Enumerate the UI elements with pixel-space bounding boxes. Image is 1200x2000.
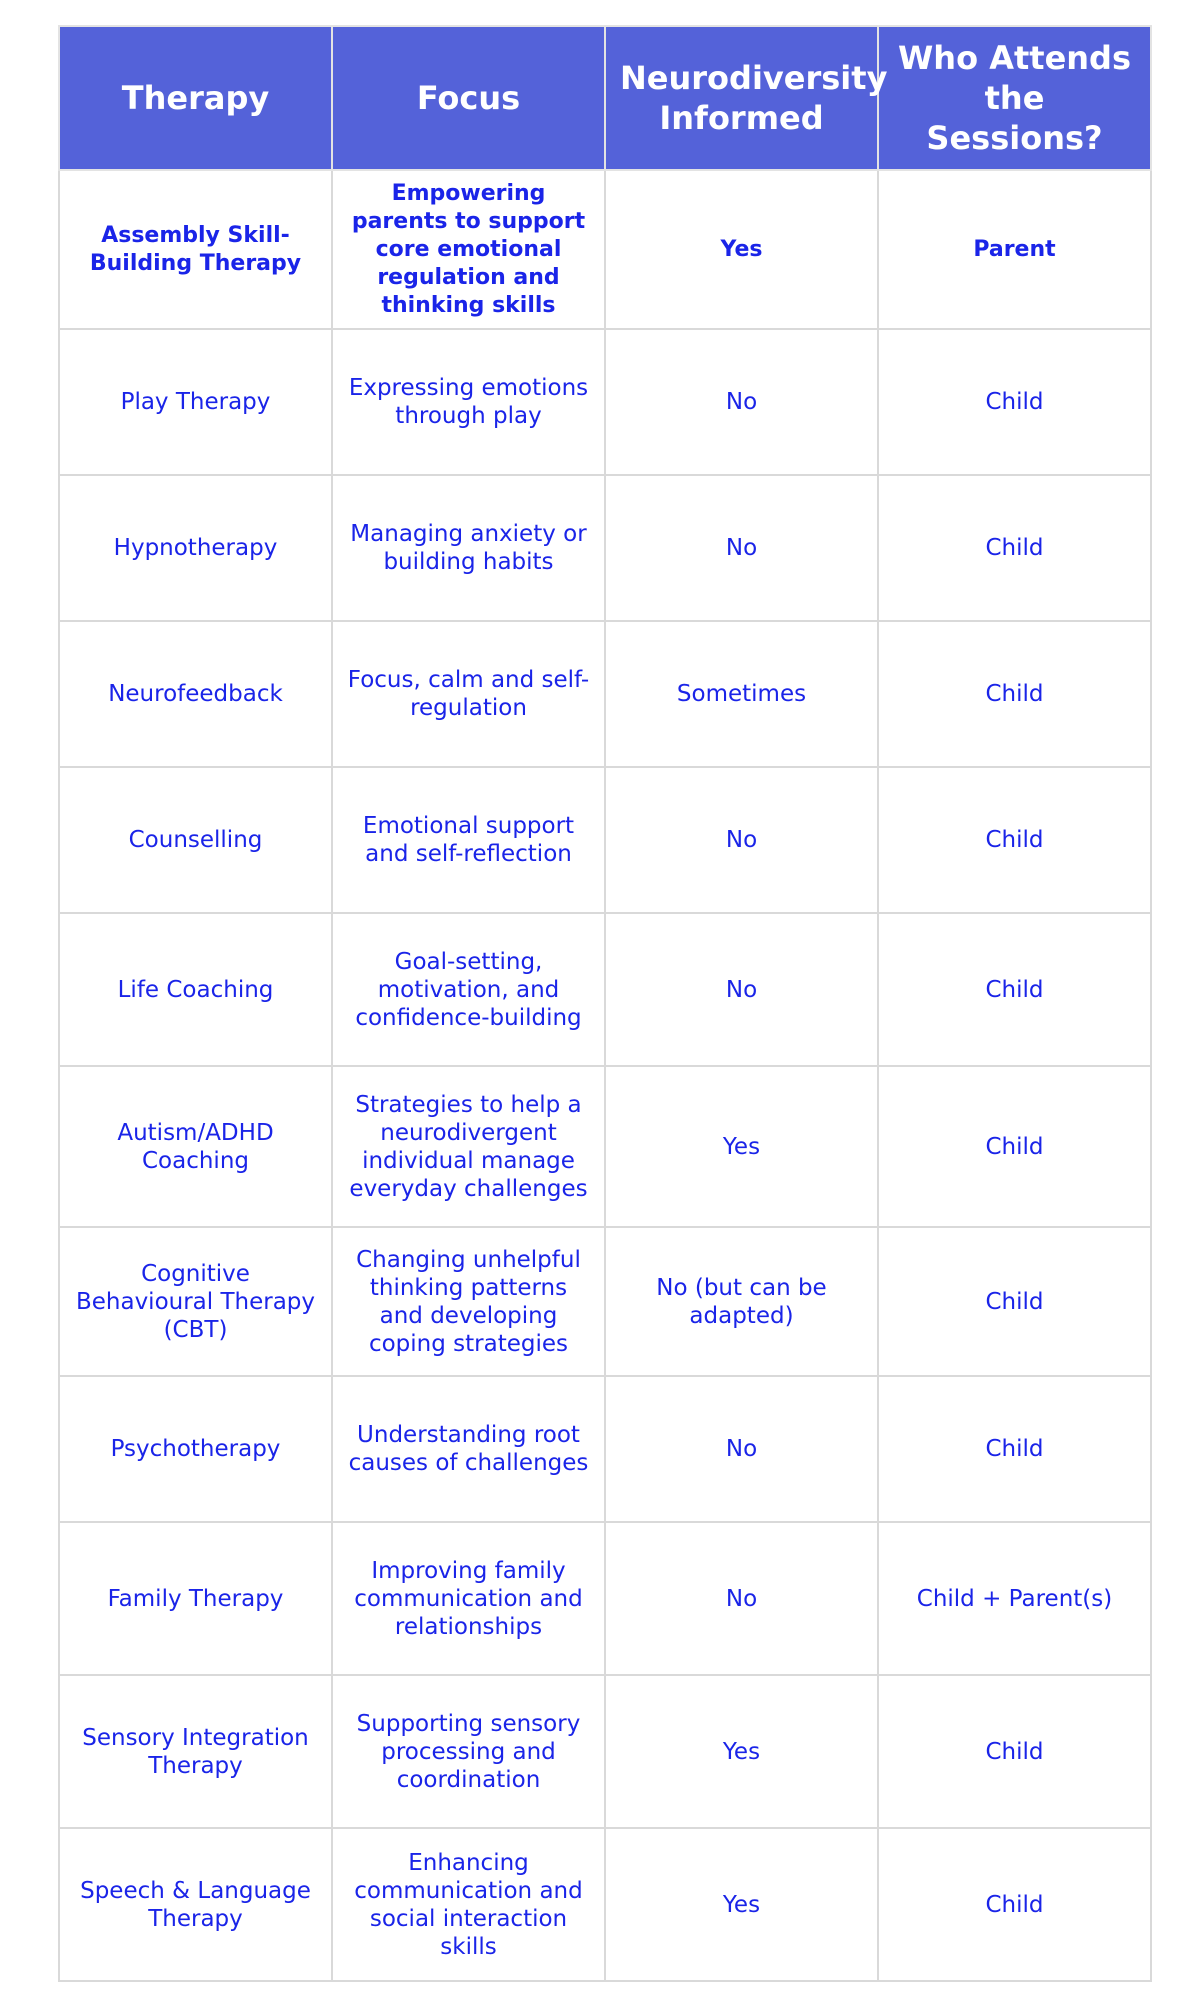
neurodiversity-cell: Sometimes — [605, 621, 878, 767]
attends-cell: Child — [878, 1227, 1151, 1376]
focus-cell: Expressing emotions through play — [332, 329, 605, 475]
header-who-attends: Who Attends the Sessions? — [878, 26, 1151, 170]
focus-cell: Goal-setting, motivation, and confidence-building — [332, 913, 605, 1066]
table-row — [59, 1828, 1151, 1981]
neurodiversity-cell: No — [605, 767, 878, 913]
neurodiversity-cell: Yes — [605, 1066, 878, 1227]
neurodiversity-cell: Yes — [605, 170, 878, 329]
attends-cell: Child — [878, 913, 1151, 1066]
table-row — [59, 329, 1151, 475]
therapy-cell: Autism/ADHD Coaching — [59, 1066, 332, 1227]
focus-cell: Improving family communication and relationships — [332, 1522, 605, 1675]
focus-cell: Focus, calm and self-regulation — [332, 621, 605, 767]
focus-cell: Understanding root causes of challenges — [332, 1376, 605, 1522]
attends-cell: Child — [878, 1675, 1151, 1828]
focus-cell: Enhancing communication and social interaction skills — [332, 1828, 605, 1981]
therapy-cell: Psychotherapy — [59, 1376, 332, 1522]
focus-cell: Supporting sensory processing and coordination — [332, 1675, 605, 1828]
attends-cell: Child — [878, 1066, 1151, 1227]
table-row-featured — [59, 170, 1151, 329]
table-row — [59, 767, 1151, 913]
table-row — [59, 1227, 1151, 1376]
therapy-cell: Neurofeedback — [59, 621, 332, 767]
therapy-cell: Sensory Integration Therapy — [59, 1675, 332, 1828]
focus-cell: Empowering parents to support core emotional regulation and thinking skills — [332, 170, 605, 329]
attends-cell: Child — [878, 475, 1151, 621]
table-row — [59, 1675, 1151, 1828]
focus-cell: Emotional support and self-reflection — [332, 767, 605, 913]
table-row — [59, 1066, 1151, 1227]
therapy-cell: Cognitive Behavioural Therapy (CBT) — [59, 1227, 332, 1376]
neurodiversity-cell: No — [605, 1522, 878, 1675]
attends-cell: Parent — [878, 170, 1151, 329]
focus-cell: Strategies to help a neurodivergent individual manage everyday challenges — [332, 1066, 605, 1227]
therapy-comparison-table — [58, 25, 1152, 1982]
neurodiversity-cell: No (but can be adapted) — [605, 1227, 878, 1376]
table-row — [59, 913, 1151, 1066]
neurodiversity-cell: No — [605, 329, 878, 475]
header-focus: Focus — [332, 26, 605, 170]
therapy-cell: Play Therapy — [59, 329, 332, 475]
therapy-cell: Counselling — [59, 767, 332, 913]
table-row — [59, 475, 1151, 621]
therapy-cell: Hypnotherapy — [59, 475, 332, 621]
therapy-cell: Speech & Language Therapy — [59, 1828, 332, 1981]
attends-cell: Child + Parent(s) — [878, 1522, 1151, 1675]
neurodiversity-cell: No — [605, 913, 878, 1066]
focus-cell: Managing anxiety or building habits — [332, 475, 605, 621]
therapy-cell: Family Therapy — [59, 1522, 332, 1675]
therapy-cell: Assembly Skill-Building Therapy — [59, 170, 332, 329]
neurodiversity-cell: No — [605, 475, 878, 621]
table-row — [59, 621, 1151, 767]
neurodiversity-cell: Yes — [605, 1828, 878, 1981]
attends-cell: Child — [878, 621, 1151, 767]
table-body — [59, 170, 1151, 1981]
neurodiversity-cell: Yes — [605, 1675, 878, 1828]
table-row — [59, 1376, 1151, 1522]
focus-cell: Changing unhelpful thinking patterns and developing coping strategies — [332, 1227, 605, 1376]
header-row — [59, 26, 1151, 170]
therapy-cell: Life Coaching — [59, 913, 332, 1066]
attends-cell: Child — [878, 1828, 1151, 1981]
header-neurodiversity-informed: Neurodiversity Informed — [605, 26, 878, 170]
attends-cell: Child — [878, 1376, 1151, 1522]
table-header — [59, 26, 1151, 170]
header-therapy: Therapy — [59, 26, 332, 170]
neurodiversity-cell: No — [605, 1376, 878, 1522]
attends-cell: Child — [878, 329, 1151, 475]
attends-cell: Child — [878, 767, 1151, 913]
table-row — [59, 1522, 1151, 1675]
